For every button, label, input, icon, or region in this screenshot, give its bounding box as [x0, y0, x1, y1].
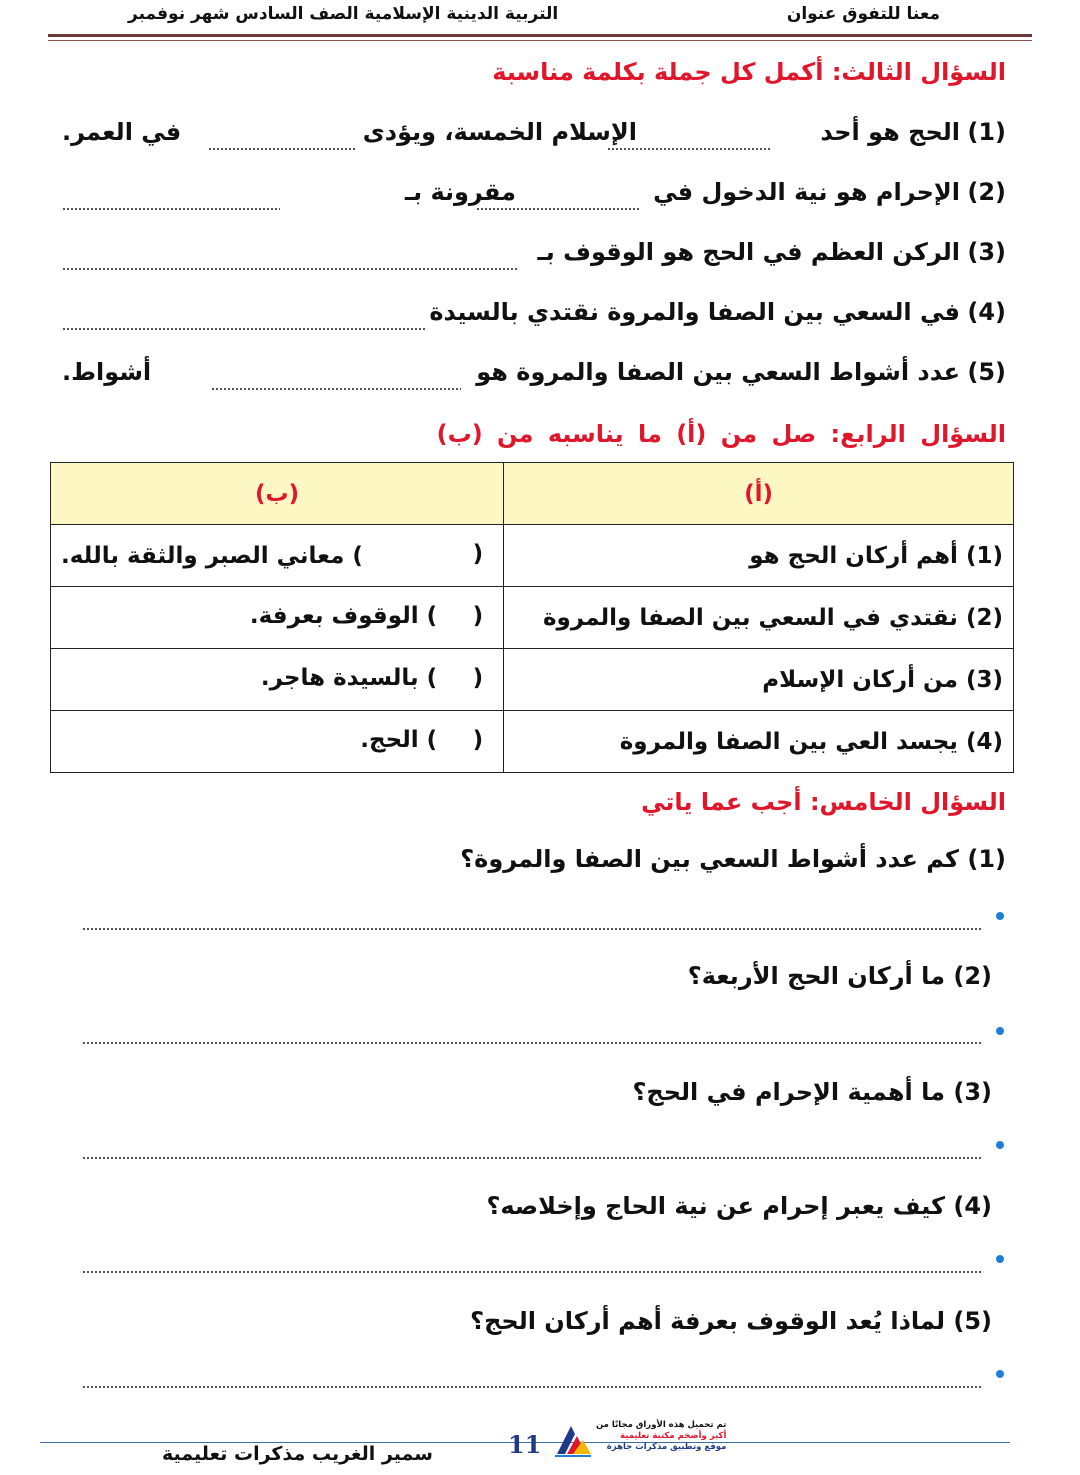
answer-paren: (	[472, 727, 484, 753]
q3-item-4	[62, 298, 1006, 348]
column-a-cell: (1) أهم أركان الحج هو	[504, 525, 1014, 587]
blank-line[interactable]	[62, 268, 518, 270]
q3-item-3-text-a: الركن العظم في الحج هو الوقوف بـ	[537, 238, 960, 266]
column-b-cell[interactable]	[51, 649, 504, 711]
logo-icon	[553, 1420, 593, 1460]
blank-line[interactable]	[607, 148, 772, 150]
answer-line[interactable]	[82, 1386, 982, 1388]
answer-line[interactable]	[82, 1042, 982, 1044]
q3-item-1-text-a: الحج هو أحد	[820, 118, 960, 146]
q3-item-5-text-a: عدد أشواط السعي بين الصفا والمروة هو	[476, 358, 960, 386]
column-b-cell[interactable]	[51, 587, 504, 649]
q3-item-5	[62, 358, 1006, 408]
table-header-row	[51, 463, 1014, 525]
q3-item-4-text-a: في السعي بين الصفا والمروة نقتدي بالسيدة	[429, 298, 960, 326]
matching-table	[50, 462, 1014, 773]
answer-paren: (	[472, 603, 484, 629]
q5-title: السؤال الخامس: أجب عما ياتي	[641, 788, 1006, 816]
header-brand: معنا للتفوق عنوان	[786, 4, 940, 24]
q4-title: السؤال الرابع: صل من (أ) ما يناسبه من (ب)	[436, 420, 1006, 448]
table-row	[51, 525, 1014, 587]
bullet-icon	[996, 1370, 1004, 1378]
q3-item-5-num: (5)	[967, 358, 1006, 386]
blank-line[interactable]	[62, 208, 280, 210]
column-a-cell: (4) يجسد العي بين الصفا والمروة	[504, 711, 1014, 773]
promo-text	[596, 1420, 726, 1453]
answer-paren: (	[472, 541, 484, 567]
header-rule	[48, 34, 1032, 37]
q3-item-2-text-a: الإحرام هو نية الدخول في	[653, 178, 960, 206]
answer-paren: (	[472, 665, 484, 691]
answer-line[interactable]	[82, 928, 982, 930]
column-a-cell: (3) من أركان الإسلام	[504, 649, 1014, 711]
blank-line[interactable]	[211, 388, 461, 390]
column-b-text: ) بالسيدة هاجر.	[260, 665, 438, 691]
column-b-cell[interactable]	[51, 711, 504, 773]
q3-item-1-num: (1)	[967, 118, 1006, 146]
q3-item-1	[62, 118, 1006, 168]
q3-item-1-text-b: الإسلام الخمسة، ويؤدى	[362, 118, 637, 146]
q5-question-1: (1) كم عدد أشواط السعي بين الصفا والمروة؟	[460, 845, 1006, 873]
q3-item-5-text-b: أشواط.	[62, 358, 152, 386]
q3-item-3-num: (3)	[967, 238, 1006, 266]
page-number: 11	[508, 1430, 542, 1459]
answer-line[interactable]	[82, 1157, 982, 1159]
table-row	[51, 711, 1014, 773]
bullet-icon	[996, 1141, 1004, 1149]
blank-line[interactable]	[476, 208, 641, 210]
q3-item-2	[62, 178, 1006, 228]
column-b-cell[interactable]	[51, 525, 504, 587]
q5-question-5: (5) لماذا يُعد الوقوف بعرفة أهم أركان الحج؟	[470, 1307, 992, 1335]
q3-item-1-text-c: في العمر.	[62, 118, 182, 146]
column-b-text: ) الحج.	[360, 727, 438, 753]
column-a-cell: (2) نقتدي في السعي بين الصفا والمروة	[504, 587, 1014, 649]
promo-line-2: أكبر وأضخم مكتبة تعليمية	[620, 1431, 727, 1441]
q3-title: السؤال الثالث: أكمل كل جملة بكلمة مناسبة	[492, 58, 1006, 86]
bullet-icon	[996, 912, 1004, 920]
blank-line[interactable]	[208, 148, 356, 150]
blank-line[interactable]	[62, 328, 427, 330]
q3-item-4-num: (4)	[967, 298, 1006, 326]
answer-line[interactable]	[82, 1271, 982, 1273]
column-a-header: (أ)	[504, 463, 1014, 525]
q5-question-3: (3) ما أهمية الإحرام في الحج؟	[632, 1078, 992, 1106]
q5-question-4: (4) كيف يعبر إحرام عن نية الحاج وإخلاصه؟	[486, 1192, 992, 1220]
table-row	[51, 649, 1014, 711]
bullet-icon	[996, 1255, 1004, 1263]
header-subject: التربية الدينية الإسلامية الصف السادس شهر نوفمبر	[128, 4, 559, 24]
column-b-header: (ب)	[51, 463, 504, 525]
table-row	[51, 587, 1014, 649]
header-rule-thin	[48, 40, 1032, 41]
column-b-text: ) الوقوف بعرفة.	[249, 603, 438, 629]
footer-author: سمير الغريب مذكرات تعليمية	[162, 1443, 433, 1465]
promo-line-3: موقع وتطبيق مذكرات جاهزة	[606, 1442, 727, 1452]
q3-item-2-text-b: مقرونة بـ	[404, 178, 516, 206]
column-b-text: ) معاني الصبر والثقة بالله.	[61, 542, 363, 569]
q3-item-2-num: (2)	[967, 178, 1006, 206]
q5-question-2: (2) ما أركان الحج الأربعة؟	[687, 962, 992, 990]
promo-line-1: تم تحميل هذه الأوراق مجانًا من	[596, 1420, 727, 1430]
q3-item-3	[62, 238, 1006, 288]
bullet-icon	[996, 1027, 1004, 1035]
